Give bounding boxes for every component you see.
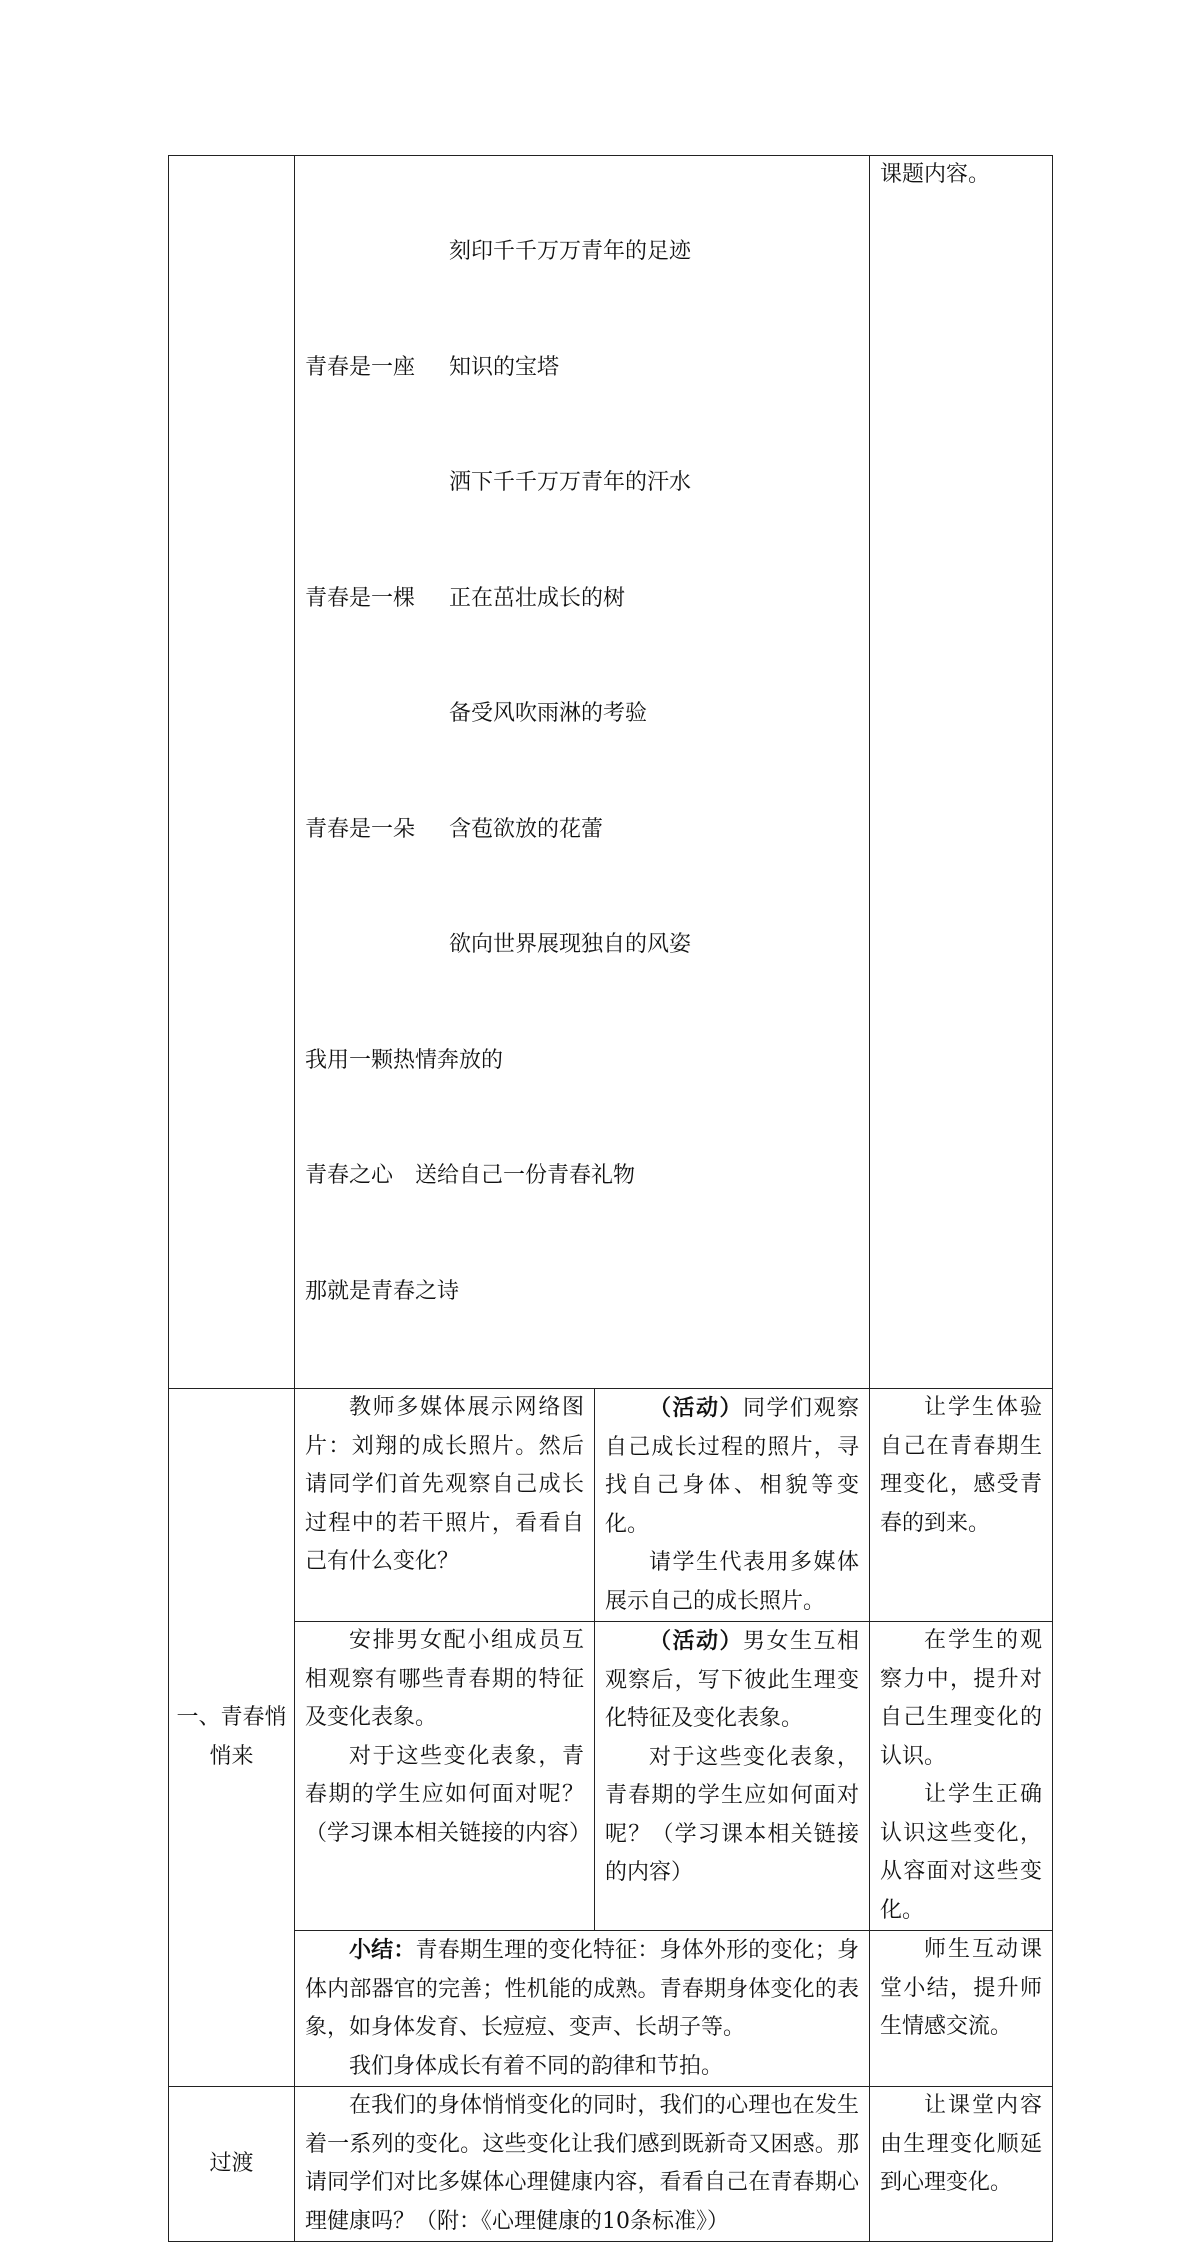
design-intent-cell: 师生互动课堂小结，提升师生情感交流。	[870, 1931, 1053, 2087]
summary-cell: 小结：青春期生理的变化特征：身体外形的变化；身体内部器官的完善；性机能的成熟。青春期身体变化的表象，如身体发育、长痘痘、变声、长胡子等。 我们身体成长有着不同的韵律和节拍。	[295, 1931, 870, 2087]
poem-line: 欲向世界展现独自的风姿	[449, 932, 692, 957]
transition-cell: 在我们的身体悄悄变化的同时，我们的心理也在发生着一系列的变化。这些变化让我们感到既新奇又困惑。那请同学们对比多媒体心理健康内容，看看自己在青春期心理健康吗？（附：《心理健康的10条标准》）	[295, 2087, 870, 2242]
section-title-cell	[169, 2087, 295, 2242]
poem-cell	[295, 156, 870, 1389]
poem-line: 刻印千千万万青年的足迹	[449, 239, 692, 264]
section-title: 过渡	[209, 2150, 254, 2176]
design-intent-cell: 让课堂内容由生理变化顺延到心理变化。	[870, 2087, 1053, 2242]
poem-line: 我用一颗热情奔放的	[305, 1047, 504, 1073]
summary-row	[169, 1931, 1053, 2087]
poem-line: 备受风吹雨淋的考验	[449, 701, 648, 726]
activity-row-2	[169, 1622, 1053, 1931]
poem-section-cell	[169, 156, 295, 1389]
teacher-activity-cell: 教师多媒体展示网络图片：刘翔的成长照片。然后请同学们首先观察自己成长过程中的若干照片，看看自己有什么变化？	[295, 1389, 595, 1622]
section-title: 一、青春悄悄来	[176, 1705, 287, 1769]
lesson-plan-table	[168, 155, 1053, 2242]
poem-line: 青春是一棵 正在茁壮成长的树	[305, 585, 626, 611]
teacher-activity-cell: 安排男女配小组成员互相观察有哪些青春期的特征及变化表象。 对于这些变化表象，青春期的学生应如何面对呢？（学习课本相关链接的内容）	[295, 1622, 595, 1931]
poem-line: 青春是一座 知识的宝塔	[305, 354, 560, 380]
activity-row-1	[169, 1389, 1053, 1622]
poem-text	[305, 156, 859, 1388]
poem-line: 青春是一朵 含苞欲放的花蕾	[305, 816, 604, 842]
poem-line: 洒下千千万万青年的汗水	[449, 470, 692, 495]
section-title-cell	[169, 1389, 295, 2087]
design-intent-cell: 让学生体验自己在青春期生理变化，感受青春的到来。	[870, 1389, 1053, 1622]
student-activity-cell: （活动）同学们观察自己成长过程的照片，寻找自己身体、相貌等变化。 请学生代表用多媒体展示自己的成长照片。	[595, 1389, 870, 1622]
student-activity-cell: （活动）男女生互相观察后，写下彼此生理变化特征及变化表象。 对于这些变化表象，青春期的学生应如何面对呢？（学习课本相关链接的内容）	[595, 1622, 870, 1931]
poem-row	[169, 156, 1053, 1389]
poem-line: 青春之心 送给自己一份青春礼物	[305, 1163, 636, 1188]
poem-line: 那就是青春之诗	[305, 1278, 460, 1304]
transition-row	[169, 2087, 1053, 2242]
poem-note-cell: 课题内容。	[870, 156, 1053, 1389]
design-intent-cell: 在学生的观察力中，提升对自己生理变化的认识。 让学生正确认识这些变化，从容面对这些变化。	[870, 1622, 1053, 1931]
